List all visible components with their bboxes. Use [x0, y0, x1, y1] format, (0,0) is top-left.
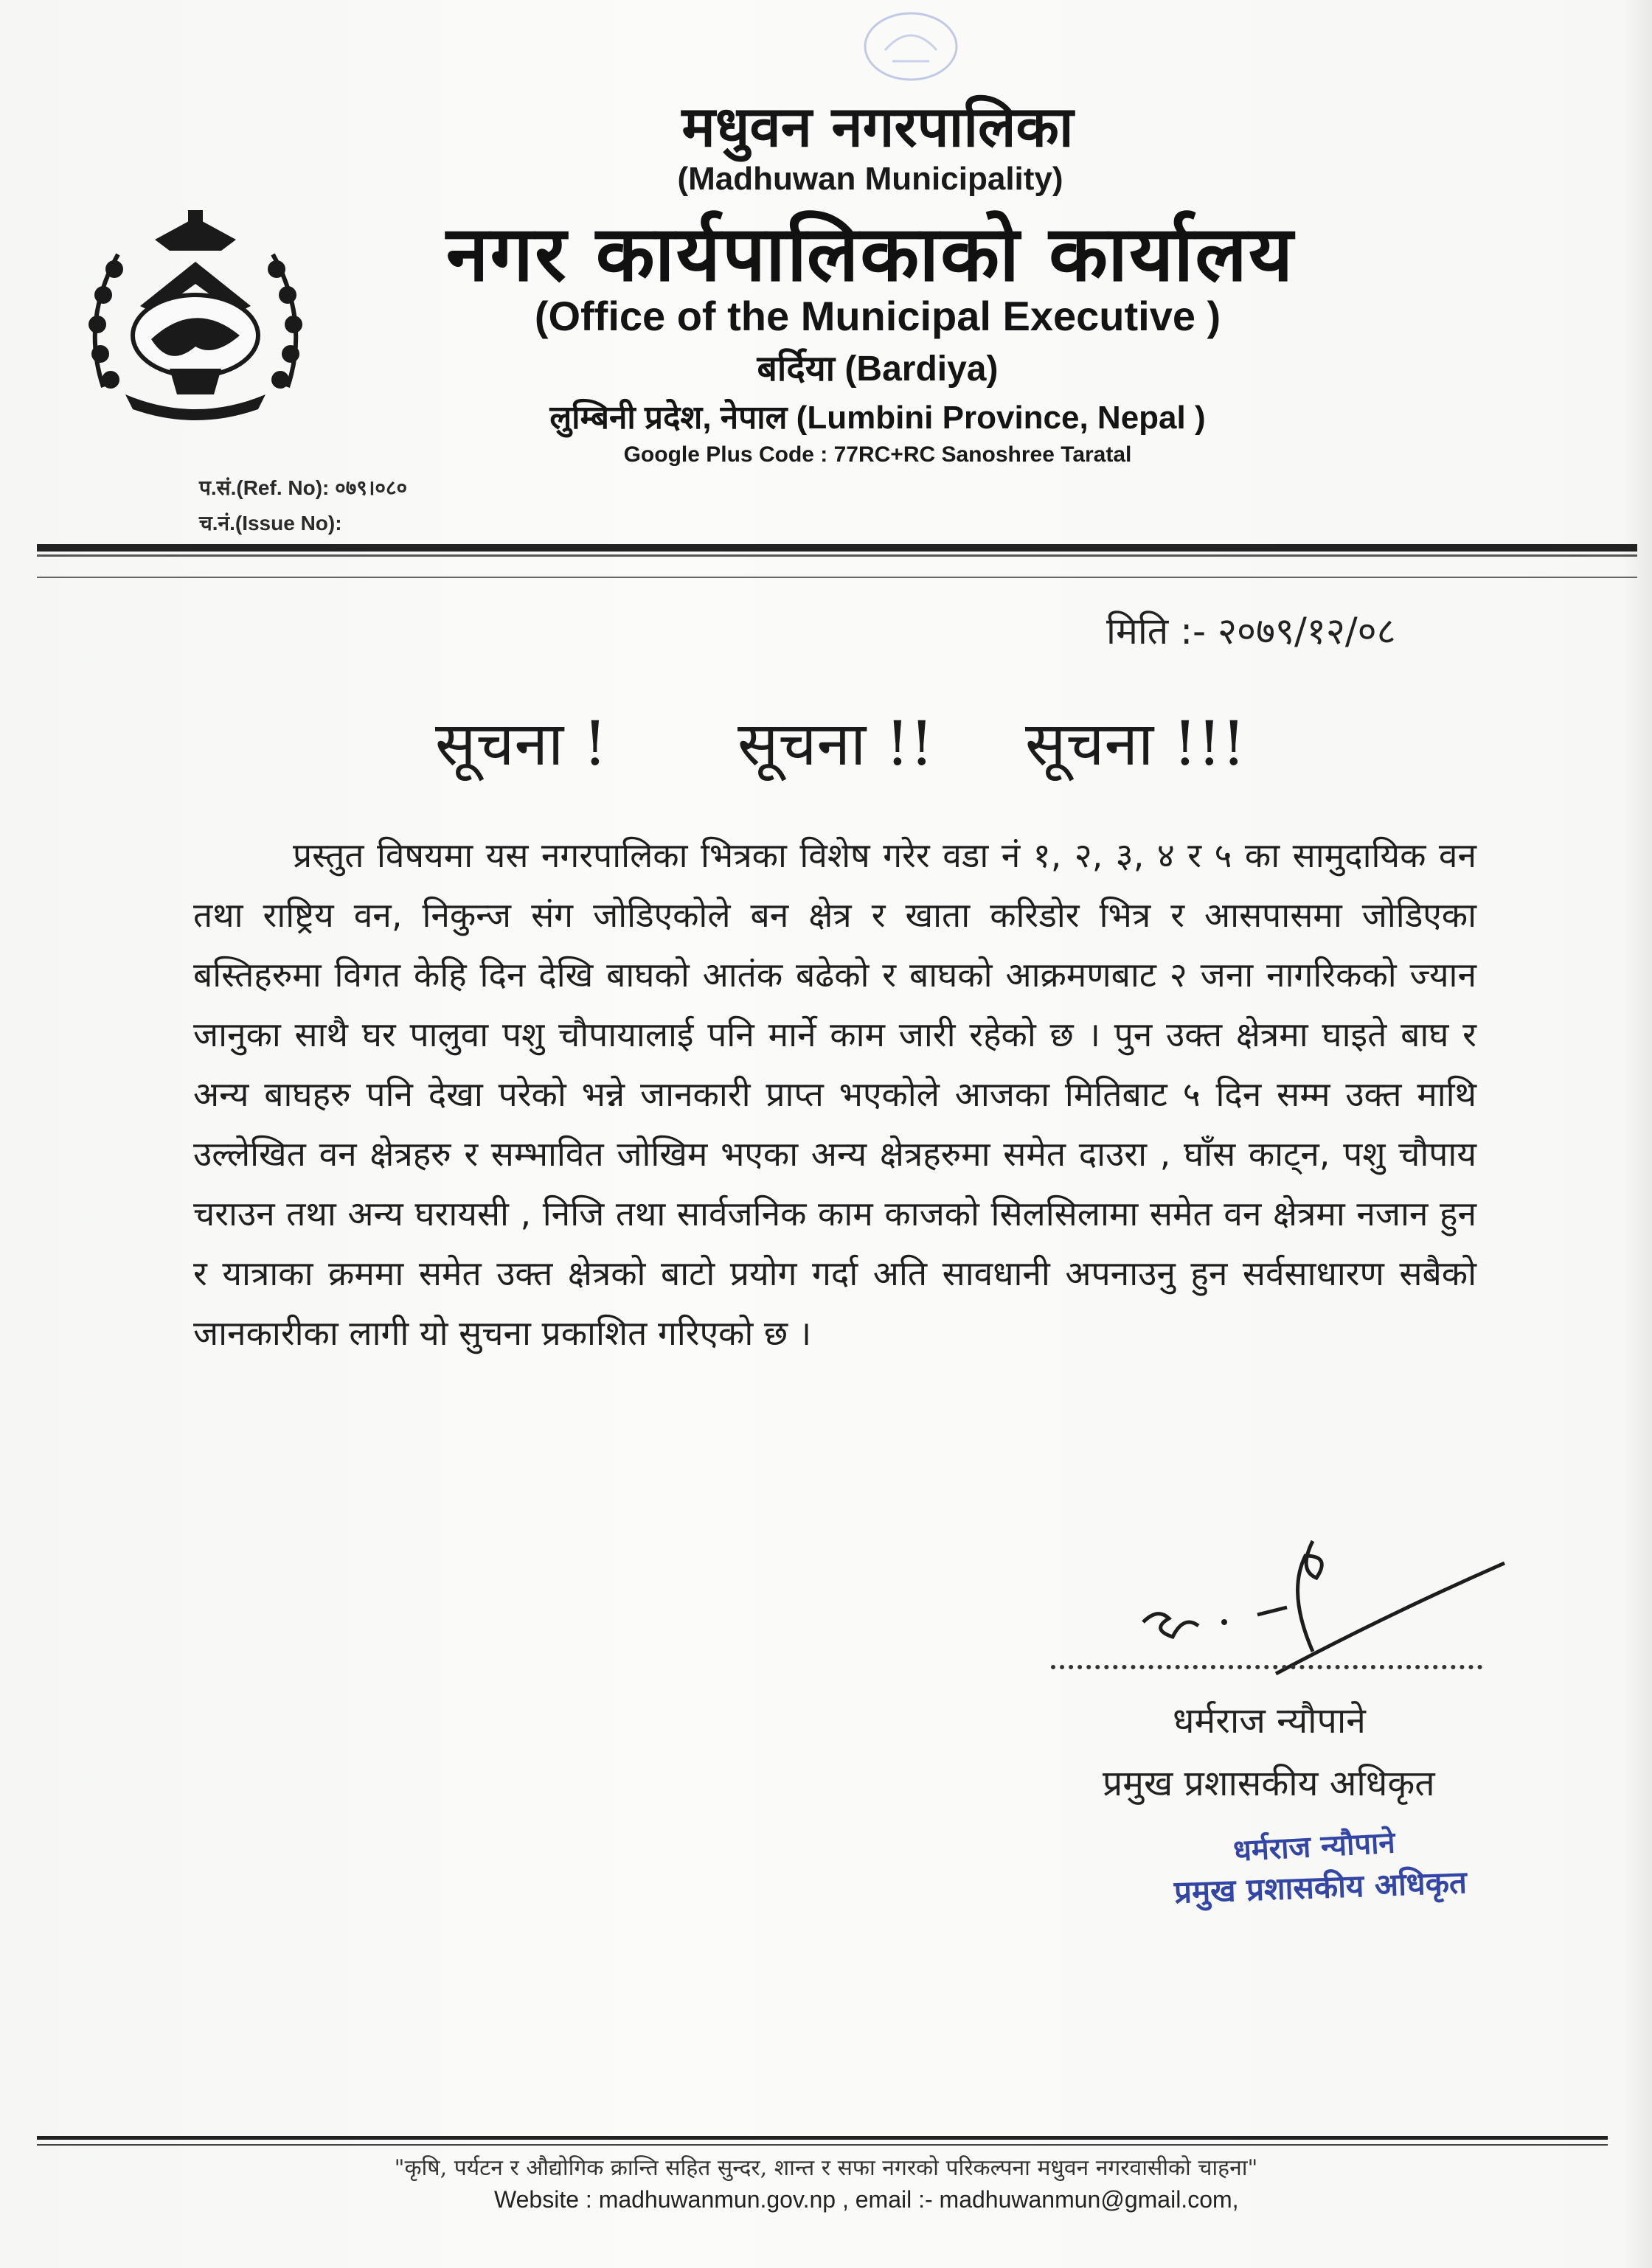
municipality-name-nepali: मधुवन नगरपालिका [681, 94, 1074, 159]
footer-motto: "कृषि, पर्यटन र औद्योगिक क्रान्ति सहित सुन्दर, शान्त र सफा नगरको परिकल्पना मधुवन नगरवासीको चाहना" [394, 2155, 1258, 2181]
google-plus-code: Google Plus Code : 77RC+RC Sanoshree Taratal [623, 442, 1132, 467]
signer-title: प्रमुख प्रशासकीय अधिकृत [1103, 1763, 1435, 1804]
header-divider-lower [37, 577, 1637, 578]
reference-number: प.सं.(Ref. No): ०७९।०८० [199, 476, 408, 499]
headline-notice-2: सूचना !! [738, 709, 934, 779]
footer-divider [37, 2136, 1608, 2140]
province-name: लुम्बिनी प्रदेश, नेपाल (Lumbini Province, Nepal ) [549, 400, 1206, 436]
district-name: बर्दिया (Bardiya) [757, 349, 999, 389]
handwritten-signature-icon [1128, 1526, 1512, 1696]
municipality-name-english: (Madhuwan Municipality) [677, 161, 1063, 197]
signature-line [1051, 1665, 1482, 1669]
header-divider-thin [37, 554, 1637, 557]
notice-headline [0, 700, 1652, 782]
office-name-nepali: नगर कार्यपालिकाको कार्यालय [445, 208, 1295, 299]
office-name-english: (Office of the Municipal Executive ) [534, 293, 1221, 339]
headline-notice-1: सूचना ! [435, 709, 608, 779]
signer-name: धर्मराज न्यौपाने [1173, 1700, 1366, 1742]
notice-body: प्रस्तुत विषयमा यस नगरपालिका भित्रका विशेष गरेर वडा नं १, २, ३, ४ र ५ का सामुदायिक वन तथा राष्ट्रिय वन, निकुन्ज संग जोडिएकोले बन क्षेत्र र खाता करिडोर भित्र र आसपासमा जोडिएका बस्तिहरुमा विगत केहि दिन देखि बाघको आतंक बढेको र बाघको आक्रमणबाट २ जना नागरिकको ज्यान जानुका साथै घर पालुवा पशु चौपायालाई पनि मार्ने काम जारी रहेको छ । पुन उक्त क्षेत्रमा घाइते बाघ र अन्य बाघहरु पनि देखा परेको भन्ने जानकारी प्राप्त भएकोले आजका मितिबाट ५ दिन सम्म उक्त माथि उल्लेखित वन क्षेत्रहरु र सम्भावित जोखिम भएका अन्य क्षेत्रहरुमा समेत दाउरा , घाँस काट्न, पशु चौपाय चराउन तथा अन्य घरायसी , निजि तथा सार्वजनिक काम काजको सिलसिलामा समेत वन क्षेत्रमा नजान हुन र यात्राका क्रममा समेत उक्त क्षेत्रको बाटो प्रयोग गर्दा अति सावधानी अपनाउनु हुन सर्वसाधारण सबैको जानकारीका लागी यो सुचना प्रकाशित गरिएको छ । [193, 835, 1476, 1353]
stamp-signer-name: धर्मराज न्यौपाने [1232, 1825, 1396, 1868]
footer-contact: Website : madhuwanmun.gov.np , email :- madhuwanmun@gmail.com, [494, 2186, 1239, 2213]
notice-date: मिति :- २०७९/१२/०८ [1106, 610, 1396, 653]
faint-stamp-icon [856, 6, 966, 87]
footer-divider-thin [37, 2144, 1608, 2146]
stamp-signer-title: प्रमुख प्रशासकीय अधिकृत [1173, 1864, 1468, 1910]
headline-notice-3: सूचना !!! [1025, 709, 1246, 779]
header-divider [37, 544, 1637, 552]
page-edge-shadow [1622, 0, 1652, 2268]
issue-number: च.नं.(Issue No): [199, 512, 342, 535]
